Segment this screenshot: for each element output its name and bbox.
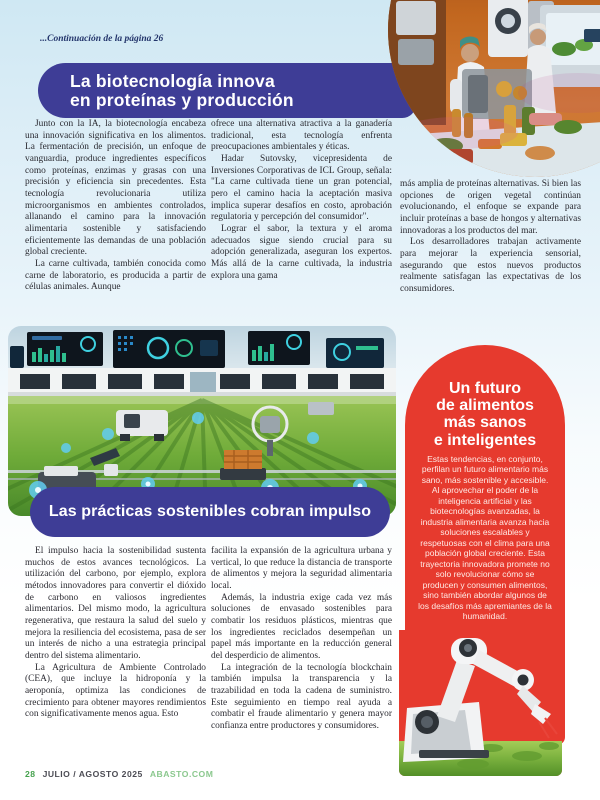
paragraph: La carne cultivada, también conocida como carne de laboratorio, es producida a partir de células animales. Aunque	[25, 258, 206, 293]
article-column-4	[25, 546, 206, 721]
paragraph: Además, la industria exige cada vez más soluciones de envasado sostenibles para combatir los residuos plásticos, mientras que los ingredientes reciclados desempeñan un papel más importante en la reducción general del desperdicio de alimentos.	[211, 592, 392, 661]
callout-body: Estas tendencias, en conjunto, perfilan un futuro alimentario más sano, más sostenible y accesible. Al aprovechar el poder de la inteligencia artificial y las biotecnologías avanzadas, la industria alimentaria avanza hacia soluciones escalables y respetuosas con el clima para una población global creciente. Esta trayectoria innovadora promete no solo revolucionar cómo se producen y consumen alimentos, sino también abordar algunos de los desafíos más apremiantes de la humanidad.	[418, 453, 552, 622]
paragraph: Junto con la IA, la biotecnología encabeza una innovación significativa en los alimentos. La fermentación de precisión, un enfoque de vanguardia, produce ingredientes específicos como proteínas, enzimas y grasas con una precisión y eficiencia sin precedentes. Esta tecnología revolucionaria utiliza microorganismos en ambientes controlados, allanando el camino para la innovación alimentaria sostenible y satisfaciendo eficientemente las demandas de una población global creciente.	[25, 119, 206, 258]
robot-photo	[399, 630, 562, 776]
issue-date: JULIO / AGOSTO 2025	[42, 769, 143, 779]
article-column-1	[25, 119, 206, 294]
paragraph: más amplia de proteínas alternativas. Si bien las opciones de origen vegetal continúan evolucionando, el enfoque se expande para incluir proteínas a base de hongos y alternativas innovadoras a los productos del mar.	[400, 179, 581, 236]
website-link[interactable]: ABASTO.COM	[149, 769, 214, 779]
paragraph: La Agricultura de Ambiente Controlado (CEA), que incluye la hidroponía y la aeroponía, optimiza las condiciones de crecimiento para obtener mayores rendimientos con significativamente menos agua. Esto	[25, 662, 206, 720]
callout-title	[418, 380, 552, 449]
article-column-2	[211, 119, 392, 282]
continuation-note: ...Continuación de la página 26	[40, 34, 164, 44]
lab-photo	[388, 0, 600, 177]
paragraph: El impulso hacia la sostenibilidad sustenta muchos de estos avances tecnológicos. La utilización del carbono, por ejemplo, explora métodos innovadores para convertir el dióxido de carbono en valiosos ingredientes alimentarios. Del mismo modo, la agricultura regenerativa, que restaura la salud del suelo y mejora la resiliencia del ecosistema, pasa de ser un interés de nicho a una estrategia principal dentro del sistema alimentario.	[25, 546, 206, 661]
sustainability-banner-label: Las prácticas sostenibles cobran impulso	[48, 503, 372, 520]
paragraph: Lograr el sabor, la textura y el aroma adecuados sigue siendo crucial para su adopción generalizada, aseguran los expertos. Más allá de la carne cultivada, la industria explora una gama	[211, 223, 392, 281]
callout-title-line4: e inteligentes	[433, 431, 537, 449]
page-footer	[25, 769, 213, 779]
paragraph: La integración de la tecnología blockchain también impulsa la transparencia y la trazabilidad en toda la cadena de suministro. Este seguimiento en tiempo real ayuda a combatir el fraude alimentario y genera mayor confianza entre productores y consumidores.	[211, 662, 392, 731]
callout-title-line2: de alimentos	[436, 397, 534, 415]
paragraph: Hadar Sutovsky, vicepresidenta de Inversiones Corporativas de ICL Group, señala: "La carne cultivada tiene un gran potencial, pero el camino hacia la aceptación masiva implica superar desafíos en costo, aprobación regulatoria y percepción del consumidor".	[211, 153, 392, 223]
article-title-banner	[38, 63, 416, 118]
article-column-3	[400, 179, 581, 296]
paragraph: facilita la expansión de la agricultura urbana y vertical, lo que reduce la distancia de transporte de alimentos y mejora la seguridad alimentaria local.	[211, 546, 392, 591]
article-title-line2: en proteínas y producción	[70, 89, 294, 110]
paragraph: Los desarrolladores trabajan activamente para mejorar la experiencia sensorial, asegurando que estos nuevos productos realmente satisfagan las expectativas de los consumidores.	[400, 237, 581, 294]
lab-photo-illustration	[388, 0, 600, 177]
article-title-line1: La biotecnología innova	[70, 70, 275, 91]
callout-title-line3: más sanos	[443, 414, 527, 432]
robot-photo-illustration	[399, 630, 562, 776]
sustainability-banner	[30, 487, 390, 537]
paragraph: ofrece una alternativa atractiva a la ganadería tradicional, esta tecnología enfrenta preocupaciones ambientales y éticas.	[211, 119, 392, 153]
callout-title-line1: Un futuro	[449, 380, 521, 397]
page-number: 28	[25, 769, 36, 779]
article-column-5	[211, 546, 392, 733]
